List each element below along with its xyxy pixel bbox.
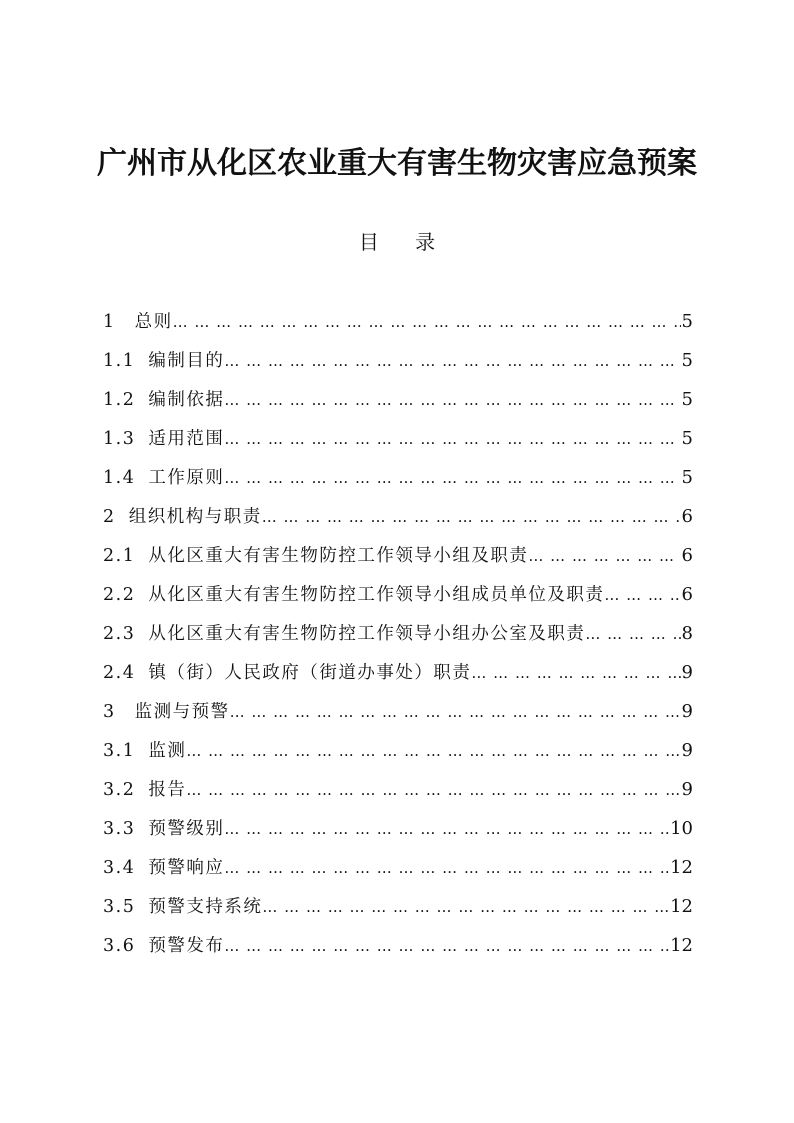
toc-leader-dots: [173, 303, 681, 342]
toc-entry-label: 1.3 适用范围: [103, 429, 225, 449]
toc-leader-dots: [585, 615, 680, 654]
toc-entry-label: 3.5 预警支持系统: [103, 897, 263, 917]
toc-entry-label: 1.4 工作原则: [103, 468, 225, 488]
toc-entry-page: 12: [670, 857, 693, 878]
toc-leader-dots: [224, 420, 680, 459]
toc-entry-page: 6: [681, 584, 693, 605]
toc-entry-2-2[interactable]: [103, 575, 693, 614]
toc-entry-label: 2.4 镇（街）人民政府（街道办事处）职责: [103, 663, 472, 683]
toc-entry-page: 6: [681, 545, 693, 566]
toc-entry-label: 2.1 从化区重大有害生物防控工作领导小组及职责: [103, 546, 529, 566]
toc-entry-3-2[interactable]: [103, 770, 693, 809]
toc-entry-3[interactable]: [103, 692, 693, 731]
toc-entry-page: 9: [681, 779, 693, 800]
toc-entry-2[interactable]: [103, 497, 693, 536]
toc-entry-page: 9: [681, 701, 693, 722]
document-title: 广州市从化区农业重大有害生物灾害应急预案: [97, 146, 697, 181]
toc-leader-dots: [262, 498, 681, 537]
toc-entry-page: 5: [681, 311, 693, 332]
toc-leader-dots: [528, 537, 680, 576]
toc-entry-page: 9: [681, 740, 693, 761]
toc-leader-dots: [230, 693, 681, 732]
toc-entry-label: 3.4 预警响应: [103, 858, 225, 878]
toc-leader-dots: [224, 342, 680, 381]
toc-entry-page: 12: [670, 896, 693, 917]
toc-entry-label: 2.2 从化区重大有害生物防控工作领导小组成员单位及职责: [103, 585, 605, 605]
toc-entry-label: 3.2 报告: [103, 780, 187, 800]
toc-entry-label: 1.1 编制目的: [103, 351, 225, 371]
toc-entry-1-4[interactable]: [103, 458, 693, 497]
toc-entry-page: 5: [681, 350, 693, 371]
toc-heading: 目 录: [358, 230, 436, 254]
toc-leader-dots: [224, 927, 669, 966]
toc-entry-label: 2.3 从化区重大有害生物防控工作领导小组办公室及职责: [103, 624, 586, 644]
toc-entry-label: 3 监测与预警: [103, 702, 230, 722]
toc-entry-label: 2 组织机构与职责: [103, 507, 262, 527]
toc-entry-2-1[interactable]: [103, 536, 693, 575]
toc-leader-dots: [262, 888, 669, 927]
toc-entry-1[interactable]: [103, 302, 693, 341]
toc-leader-dots: [604, 576, 680, 615]
toc-entry-3-1[interactable]: [103, 731, 693, 770]
toc-leader-dots: [224, 459, 680, 498]
toc-entry-2-4[interactable]: [103, 653, 693, 692]
table-of-contents: [103, 302, 693, 965]
toc-leader-dots: [186, 771, 680, 810]
toc-entry-page: 8: [681, 623, 693, 644]
toc-entry-page: 6: [681, 506, 693, 527]
toc-entry-page: 9: [681, 662, 693, 683]
toc-entry-2-3[interactable]: [103, 614, 693, 653]
toc-entry-page: 5: [681, 428, 693, 449]
toc-leader-dots: [471, 654, 680, 693]
toc-leader-dots: [186, 732, 680, 771]
toc-entry-label: 3.3 预警级别: [103, 819, 225, 839]
toc-leader-dots: [224, 810, 669, 849]
toc-entry-label: 1 总则: [103, 312, 173, 332]
toc-entry-page: 12: [670, 935, 693, 956]
toc-entry-3-3[interactable]: [103, 809, 693, 848]
toc-entry-3-4[interactable]: [103, 848, 693, 887]
toc-entry-3-5[interactable]: [103, 887, 693, 926]
toc-entry-label: 3.1 监测: [103, 741, 187, 761]
toc-leader-dots: [224, 849, 669, 888]
toc-entry-1-3[interactable]: [103, 419, 693, 458]
toc-entry-3-6[interactable]: [103, 926, 693, 965]
toc-entry-page: 5: [681, 389, 693, 410]
toc-entry-page: 5: [681, 467, 693, 488]
toc-entry-1-2[interactable]: [103, 380, 693, 419]
toc-entry-page: 10: [670, 818, 693, 839]
toc-entry-1-1[interactable]: [103, 341, 693, 380]
toc-leader-dots: [224, 381, 680, 420]
toc-entry-label: 3.6 预警发布: [103, 936, 225, 956]
toc-entry-label: 1.2 编制依据: [103, 390, 225, 410]
